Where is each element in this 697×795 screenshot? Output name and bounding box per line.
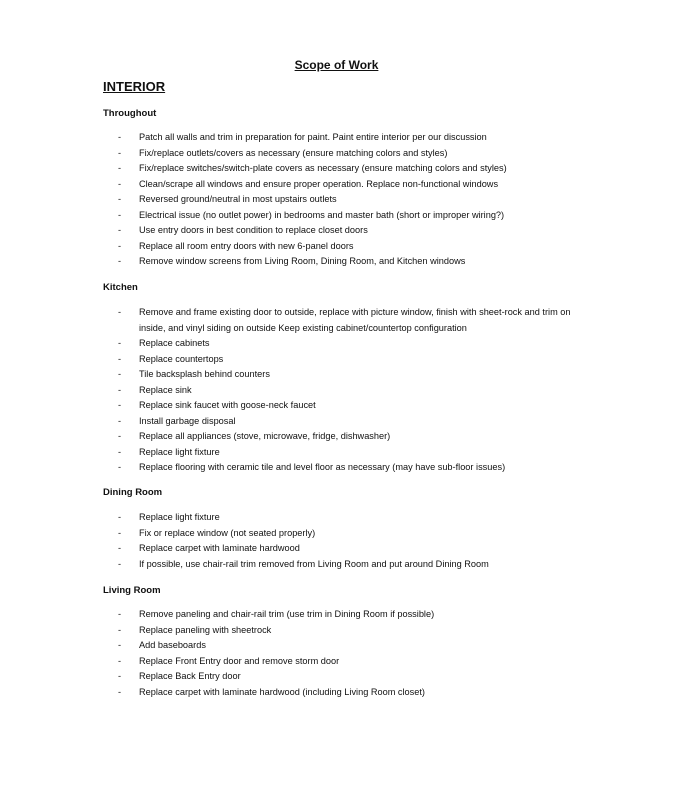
list-item <box>118 510 588 526</box>
list-item <box>118 654 588 670</box>
item-text: Fix/replace outlets/covers as necessary (ensure matching colors and styles) <box>139 147 448 158</box>
item-text: Replace sink <box>139 384 192 395</box>
bullet-dash: - <box>118 415 122 426</box>
bullet-dash: - <box>118 462 122 472</box>
list-item <box>118 460 588 476</box>
item-text: Tile backsplash behind counters <box>139 369 270 379</box>
living-room-list <box>118 607 588 700</box>
list-item <box>118 557 588 573</box>
item-text: Use entry doors in best condition to replace closet doors <box>139 225 368 235</box>
bullet-dash: - <box>118 178 122 189</box>
subheading-kitchen: Kitchen <box>103 282 138 293</box>
bullet-dash: - <box>118 256 122 266</box>
item-text: Remove paneling and chair-rail trim (use trim in Dining Room if possible) <box>139 609 435 619</box>
bullet-dash: - <box>118 671 122 681</box>
bullet-dash: - <box>118 400 122 410</box>
list-item <box>118 526 588 542</box>
list-item <box>118 398 588 414</box>
bullet-dash: - <box>118 225 122 235</box>
bullet-dash: - <box>118 307 122 317</box>
item-text: Replace countertops <box>139 353 224 364</box>
bullet-dash: - <box>118 609 122 619</box>
list-item <box>118 367 588 383</box>
bullet-dash: - <box>118 338 122 348</box>
item-text: Add baseboards <box>139 640 206 650</box>
list-item <box>118 192 588 208</box>
list-item <box>118 304 588 336</box>
subheading-throughout: Throughout <box>103 108 157 119</box>
item-text: Replace carpet with laminate hardwood <box>139 543 300 553</box>
list-item <box>118 130 588 146</box>
list-item <box>118 445 588 461</box>
list-item <box>118 429 588 445</box>
section-heading-interior: INTERIOR <box>103 79 166 94</box>
bullet-dash: - <box>118 209 122 220</box>
list-item <box>118 208 588 224</box>
list-item <box>118 685 588 701</box>
item-text: Replace cabinets <box>139 338 210 348</box>
list-item <box>118 669 588 685</box>
list-item <box>118 254 588 270</box>
item-text: Remove and frame existing door to outside, replace with picture window, finish with sheet-rock and trim on inside, and vinyl siding on outside Keep existing cabinet/countertop configuration <box>139 307 571 333</box>
item-text: Replace carpet with laminate hardwood (including Living Room closet) <box>139 686 425 697</box>
bullet-dash: - <box>118 655 122 666</box>
item-text: Electrical issue (no outlet power) in bedrooms and master bath (short or improper wiring?) <box>139 209 505 220</box>
list-item <box>118 336 588 352</box>
item-text: Replace flooring with ceramic tile and level floor as necessary (may have sub-floor issues) <box>139 462 506 472</box>
list-item <box>118 638 588 654</box>
list-item <box>118 607 588 623</box>
list-item <box>118 161 588 177</box>
document-title: Scope of Work <box>294 58 379 72</box>
bullet-dash: - <box>118 558 122 569</box>
bullet-dash: - <box>118 194 122 204</box>
item-text: Fix/replace switches/switch-plate covers as necessary (ensure matching colors and styles) <box>139 163 507 173</box>
item-text: Clean/scrape all windows and ensure proper operation. Replace non-functional windows <box>139 178 499 189</box>
list-item <box>118 414 588 430</box>
bullet-dash: - <box>118 353 122 364</box>
bullet-dash: - <box>118 163 122 173</box>
bullet-dash: - <box>118 369 122 379</box>
item-text: Fix or replace window (not seated properly) <box>139 527 316 538</box>
subheading-dining-room: Dining Room <box>103 487 163 498</box>
list-item <box>118 177 588 193</box>
bullet-dash: - <box>118 132 122 142</box>
bullet-dash: - <box>118 640 122 650</box>
item-text: Replace sink faucet with goose-neck faucet <box>139 400 316 410</box>
bullet-dash: - <box>118 240 122 251</box>
item-text: Replace paneling with sheetrock <box>139 624 272 635</box>
item-text: Replace Back Entry door <box>139 671 241 681</box>
throughout-list <box>118 130 588 270</box>
item-text: Replace light fixture <box>139 446 220 457</box>
item-text: Replace all appliances (stove, microwave, fridge, dishwasher) <box>139 431 391 441</box>
item-text: Remove window screens from Living Room, Dining Room, and Kitchen windows <box>139 256 466 266</box>
item-text: Patch all walls and trim in preparation for paint. Paint entire interior per our discussion <box>139 132 487 142</box>
bullet-dash: - <box>118 624 122 635</box>
bullet-dash: - <box>118 384 122 395</box>
list-item <box>118 239 588 255</box>
list-item <box>118 623 588 639</box>
bullet-dash: - <box>118 446 122 457</box>
subheading-living-room: Living Room <box>103 585 161 596</box>
item-text: Install garbage disposal <box>139 415 236 426</box>
item-text: Replace Front Entry door and remove storm door <box>139 655 340 666</box>
list-item <box>118 541 588 557</box>
bullet-dash: - <box>118 543 122 553</box>
list-item <box>118 146 588 162</box>
kitchen-list <box>118 304 588 476</box>
bullet-dash: - <box>118 147 122 158</box>
item-text: Reversed ground/neutral in most upstairs outlets <box>139 194 337 204</box>
item-text: If possible, use chair-rail trim removed from Living Room and put around Dining Room <box>139 558 489 569</box>
bullet-dash: - <box>118 512 122 522</box>
dining-room-list <box>118 510 588 572</box>
list-item <box>118 352 588 368</box>
bullet-dash: - <box>118 431 122 441</box>
item-text: Replace light fixture <box>139 512 220 522</box>
item-text: Replace all room entry doors with new 6-panel doors <box>139 240 354 251</box>
list-item <box>118 383 588 399</box>
bullet-dash: - <box>118 527 122 538</box>
bullet-dash: - <box>118 686 122 697</box>
list-item <box>118 223 588 239</box>
